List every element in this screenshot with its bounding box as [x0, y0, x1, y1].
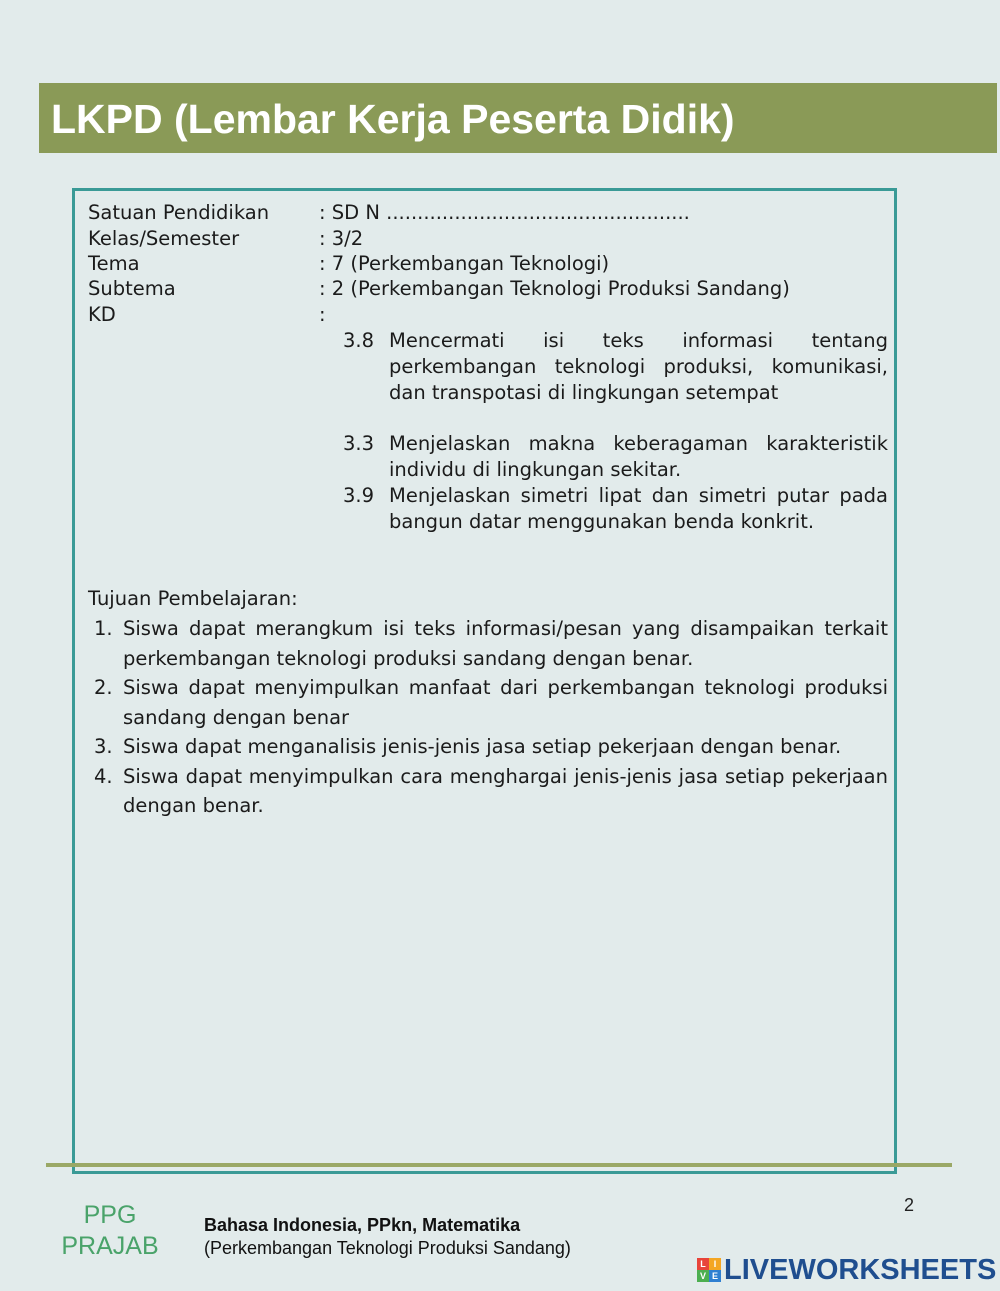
logo-line: PPG: [83, 1201, 137, 1229]
header-bar: [39, 83, 997, 153]
info-value: : 2 (Perkembangan Teknologi Produksi Sandang): [319, 277, 790, 300]
info-label: Subtema: [88, 277, 176, 300]
kd-number: 3.8: [343, 329, 375, 352]
logo-letter: E: [709, 1270, 721, 1282]
logo-letter: V: [697, 1270, 709, 1282]
list-item: [88, 762, 888, 821]
liveworksheets-logo[interactable]: [697, 1254, 996, 1286]
info-value: : 3/2: [319, 227, 364, 250]
info-value: :: [319, 303, 326, 326]
kd-number: 3.3: [343, 432, 375, 455]
list-item: [88, 673, 888, 732]
list-number: 4.: [94, 764, 113, 788]
list-text: Siswa dapat menyimpulkan manfaat dari perkembangan teknologi produksi sandang dengan benar: [123, 676, 888, 729]
list-number: 1.: [94, 617, 113, 640]
list-number: 3.: [94, 735, 113, 758]
info-label: KD: [88, 303, 116, 326]
info-label: Kelas/Semester: [88, 227, 240, 250]
kd-text: Menjelaskan makna keberagaman karakteristik individu di lingkungan sekitar.: [389, 432, 888, 481]
content-box: [72, 188, 897, 1174]
list-text: Siswa dapat menyimpulkan cara menghargai jenis-jenis jasa setiap pekerjaan dengan benar.: [123, 764, 888, 817]
liveworksheets-icon: [697, 1258, 721, 1282]
brand-name: LIVEWORKSHEETS: [724, 1254, 997, 1286]
footer-subtheme: (Perkembangan Teknologi Produksi Sandang): [204, 1238, 571, 1258]
info-label: Tema: [88, 252, 140, 275]
list-item: [88, 732, 888, 762]
info-label: Satuan Pendidikan: [88, 201, 270, 224]
list-item: [88, 614, 888, 673]
info-value: : SD N .................................................: [319, 201, 690, 224]
ppg-prajab-logo: [55, 1200, 165, 1262]
kd-text: Menjelaskan simetri lipat dan simetri putar pada bangun datar menggunakan benda konkrit.: [389, 484, 888, 533]
footer-divider: [46, 1163, 952, 1167]
info-value: : 7 (Perkembangan Teknologi): [319, 252, 610, 275]
logo-letter: I: [709, 1258, 721, 1270]
logo-letter: L: [697, 1258, 709, 1270]
kd-text: Mencermati isi teks informasi tentang perkembangan teknologi produksi, komunikasi, dan transpotasi di lingkungan setempat: [389, 329, 888, 404]
logo-line: PRAJAB: [61, 1232, 159, 1260]
list-text: Siswa dapat menganalisis jenis-jenis jasa setiap pekerjaan dengan benar.: [123, 735, 842, 758]
tujuan-title: Tujuan Pembelajaran:: [88, 587, 298, 610]
tujuan-list: [88, 614, 888, 821]
list-text: Siswa dapat merangkum isi teks informasi/pesan yang disampaikan terkait perkembangan teknologi produksi sandang dengan benar.: [123, 617, 888, 670]
list-number: 2.: [94, 676, 113, 699]
kd-number: 3.9: [343, 484, 375, 507]
page-title: LKPD (Lembar Kerja Peserta Didik): [51, 96, 735, 142]
page-number: 2: [904, 1195, 915, 1215]
footer-subject: Bahasa Indonesia, PPkn, Matematika: [204, 1215, 521, 1235]
